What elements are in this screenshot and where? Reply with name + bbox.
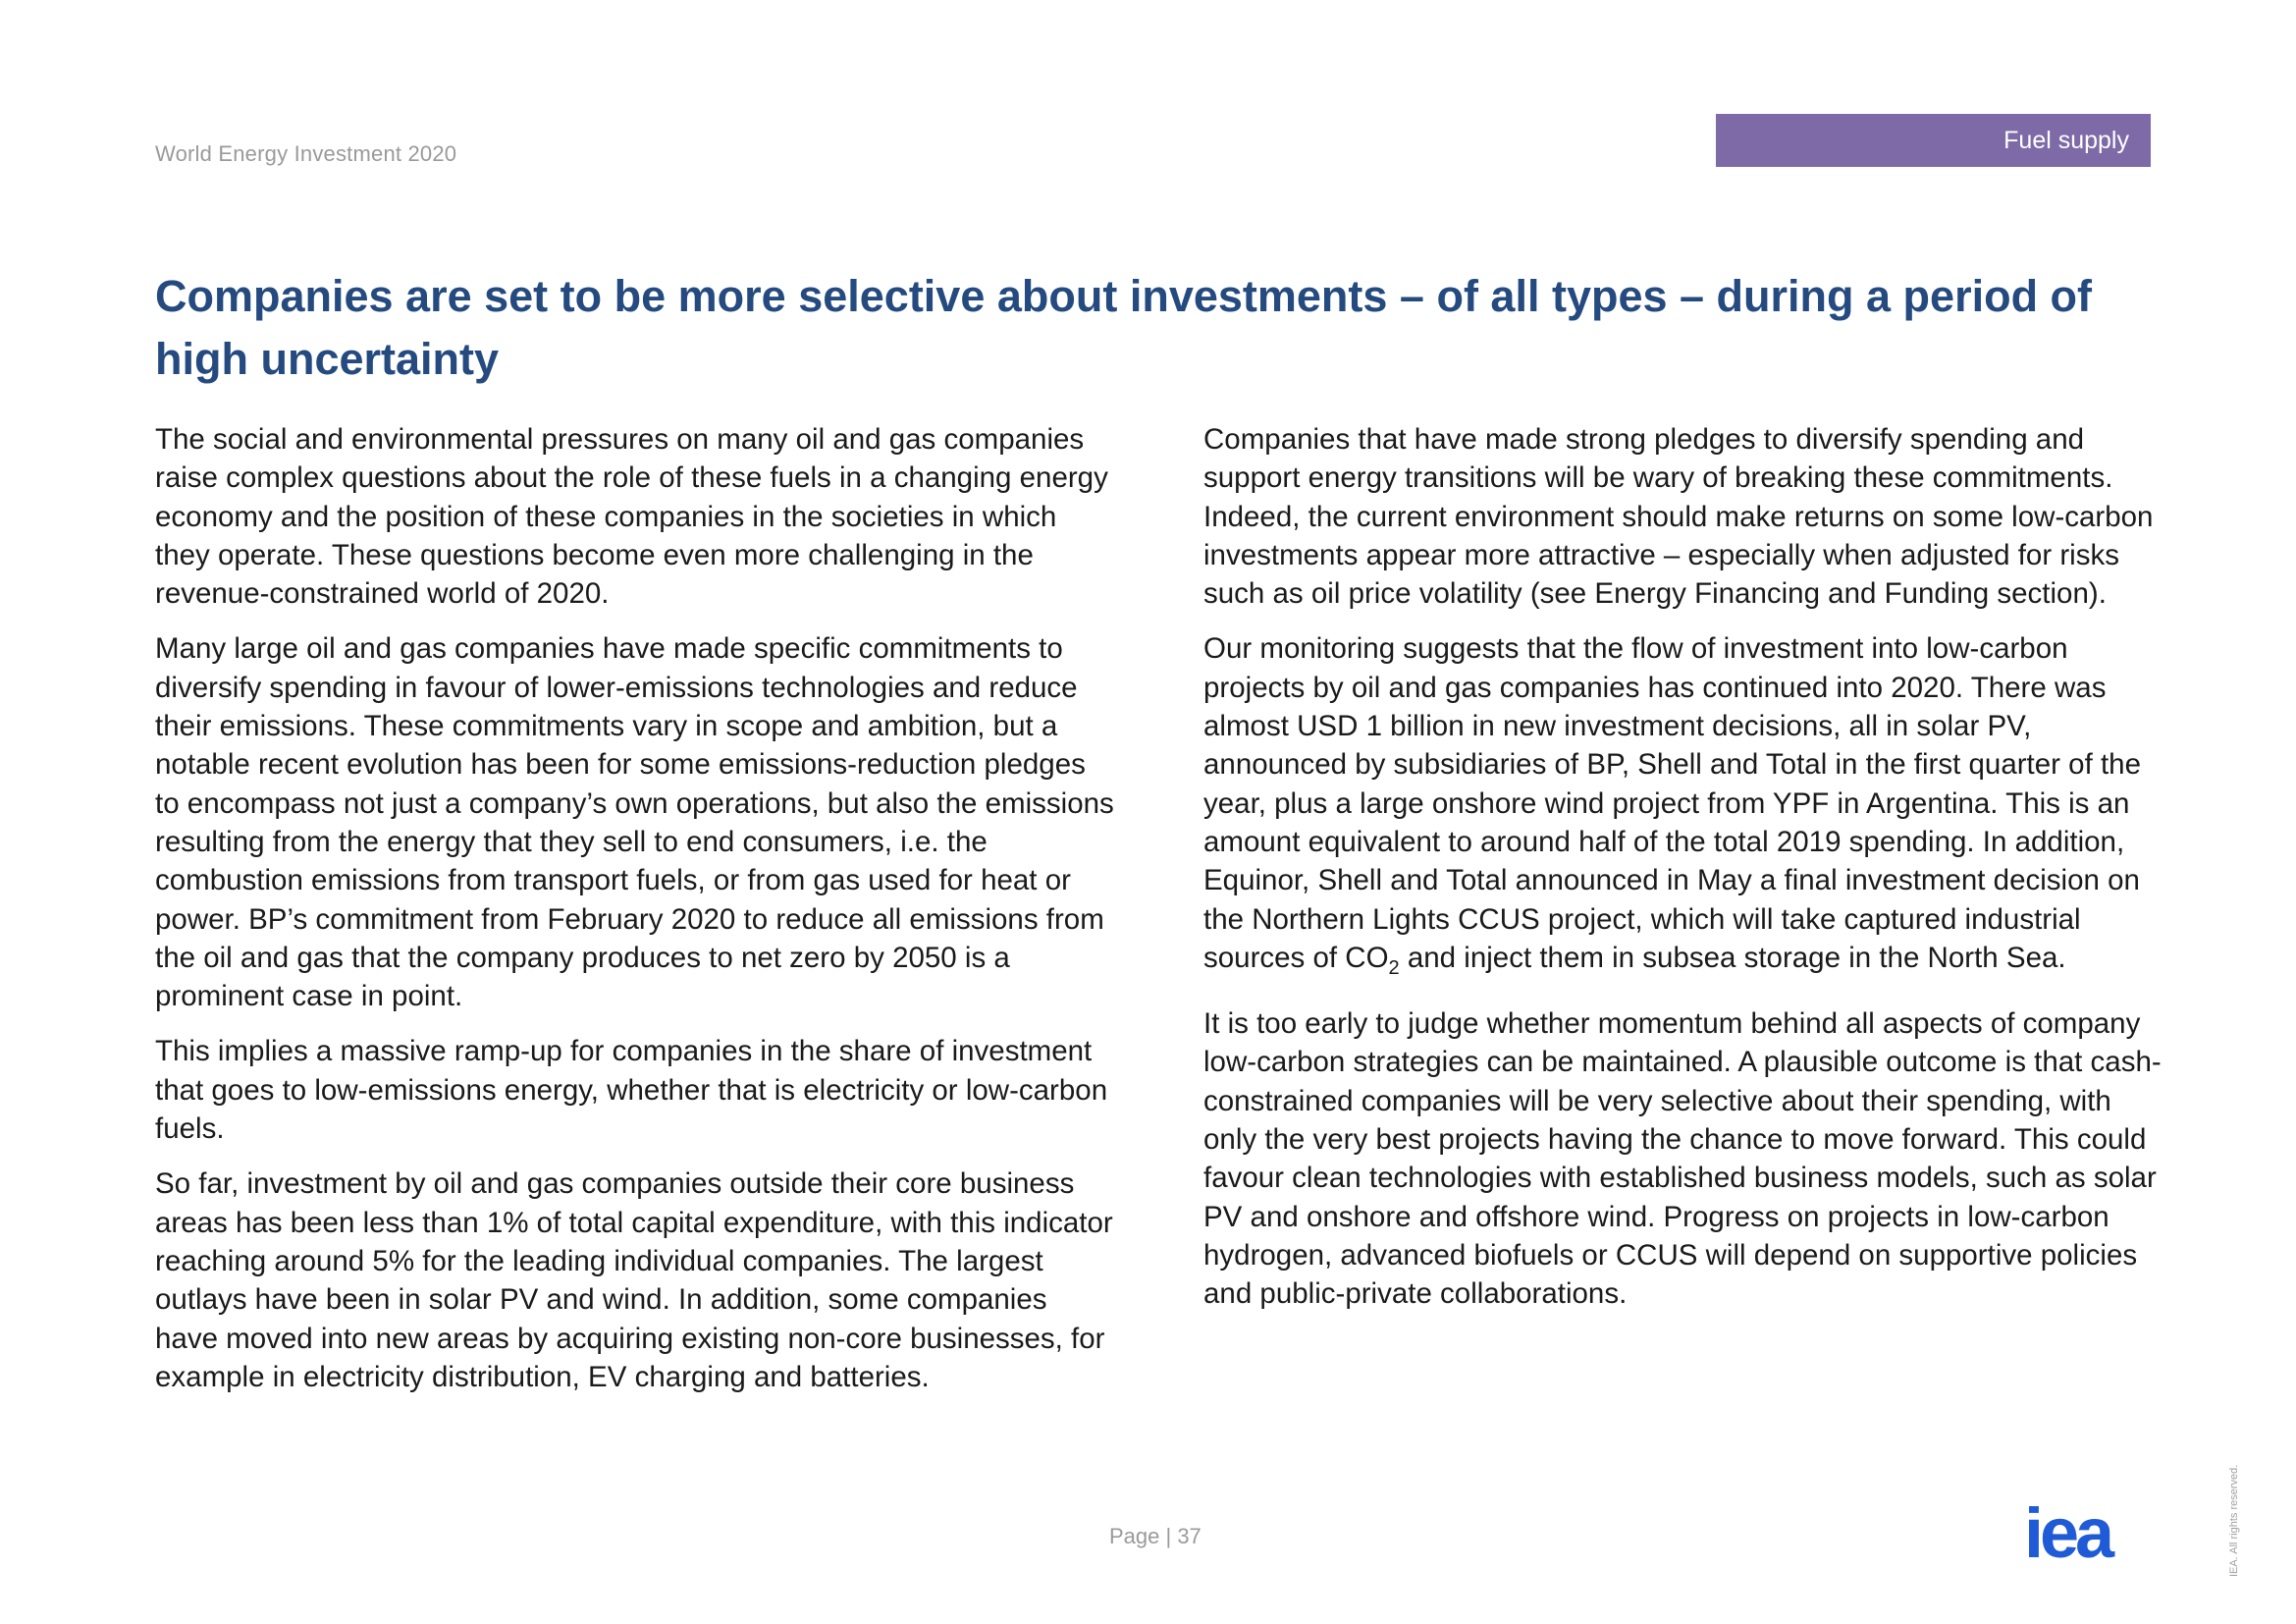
rights-notice: IEA. All rights reserved. <box>2228 1464 2240 1577</box>
section-tab-label: Fuel supply <box>2003 126 2129 154</box>
paragraph: This implies a massive ramp-up for companies in the share of investment that goes to low-emissions energy, whether that is electricity or low-carbon fuels. <box>155 1035 1108 1146</box>
paragraph: Companies that have made strong pledges to diversify spending and support energy transitions will be wary of breaking these commitments. Indeed, the current environment should make returns on some low-carbon investments appear more attractive – especially when adjusted for risks such as oil price volatility (see Energy Financing and Funding section). <box>1203 423 2154 611</box>
page-number: Page | 37 <box>1109 1524 1201 1548</box>
right-column <box>1203 420 2165 1329</box>
paragraph: Many large oil and gas companies have made specific commitments to diversify spending in favour of lower-emissions technologies and reduce their emissions. These commitments vary in scope and ambition, but a notable recent evolution has been for some emissions-reduction pledges to encompass not just a company’s own operations, but also the emissions resulting from the energy that they sell to end consumers, i.e. the combustion emissions from transport fuels, or from gas used for heat or power. BP’s commitment from February 2020 to reduce all emissions from the oil and gas that the company produces to net zero by 2050 is a prominent case in point. <box>155 632 1114 1013</box>
paragraph: The social and environmental pressures on many oil and gas companies raise complex questions about the role of these fuels in a changing energy economy and the position of these companies in the societies in which they operate. These questions become even more challenging in the revenue-constrained world of 2020. <box>155 423 1108 611</box>
section-tab-fuel-supply <box>1716 114 2151 167</box>
co2-subscript: 2 <box>1388 956 1400 979</box>
paragraph-text: Our monitoring suggests that the flow of investment into low-carbon projects by oil and gas companies has continued into 2020. There was almost USD 1 billion in new investment decisions, all in solar PV, announced by subsidiaries of BP, Shell and Total in the first quarter of the year, plus a large onshore wind project from YPF in Argentina. This is an amount equivalent to around half of the total 2019 spending. In addition, Equinor, Shell and Total announced in May a final investment decision on the Northern Lights CCUS project, which will take captured industrial sources of CO <box>1203 632 2141 974</box>
paragraph: So far, investment by oil and gas companies outside their core business areas has been less than 1% of total capital expenditure, with this indicator reaching around 5% for the leading individual companies. The largest outlays have been in solar PV and wind. In addition, some companies have moved into new areas by acquiring existing non-core businesses, for example in electricity distribution, EV charging and batteries. <box>155 1167 1113 1393</box>
publication-title: World Energy Investment 2020 <box>155 141 457 166</box>
iea-logo-text: iea <box>2024 1506 2111 1561</box>
iea-logo <box>2024 1506 2154 1561</box>
paragraph: It is too early to judge whether momentum behind all aspects of company low-carbon strategies can be maintained. A plausible outcome is that cash-constrained companies will be very selective about their spending, with only the very best projects having the chance to move forward. This could favour clean technologies with established business models, such as solar PV and onshore and offshore wind. Progress on projects in low-carbon hydrogen, advanced biofuels or CCUS will depend on supportive policies and public-private collaborations. <box>1203 1007 2162 1311</box>
page-heading: Companies are set to be more selective about investments – of all types – during a period of high uncertainty <box>155 271 2093 384</box>
left-column <box>155 420 1117 1413</box>
paragraph-co2 <box>1203 629 2165 988</box>
paragraph-text: and inject them in subsea storage in the North Sea. <box>1399 941 2066 974</box>
